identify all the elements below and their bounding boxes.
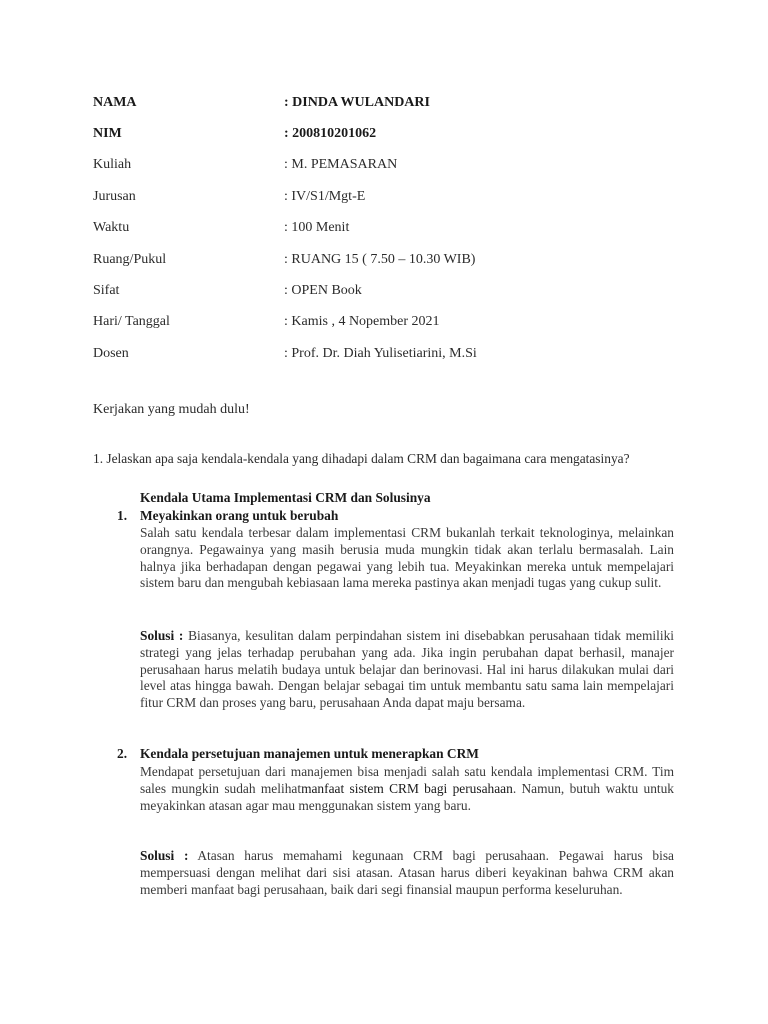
item-body: Salah satu kendala terbesar dalam implementasi CRM bukanlah terkait teknologinya, melainkan orangnya. Pegawainya yang masih berusia muda mungkin tidak akan terlalu bermasalah. Lain halnya jika berhadapan dengan pegawai yang lebih tua. Meyakinkan mereka untuk mempelajari sistem baru dan mengubah kebiasaan lama mereka pastinya akan menjadi tugas yang cukup sulit. [140,525,674,591]
solution-text: Biasanya, kesulitan dalam perpindahan sistem ini disebabkan perusahaan tidak memiliki strategi yang jelas terhadap perubahan yang ada. Jika ingin perubahan dapat berhasil, manajer perusahaan harus melatih budaya untuk belajar dan berinovasi. Hal ini harus dilakukan mulai dari level atas hingga bawah. Dengan belajar sebagai tim untuk membantu satu sama lain mempelajari fitur CRM dan proses yang baru, perusahaan Anda dapat maju bersama. [140,628,674,711]
info-label: Dosen [93,346,129,361]
info-label: Sifat [93,283,120,298]
info-label: Hari/ Tanggal [93,314,170,329]
item-number: 1. [117,508,128,523]
info-value: : OPEN Book [284,283,362,298]
item-number: 2. [117,746,128,761]
question-text: 1. Jelaskan apa saja kendala-kendala yang dihadapi dalam CRM dan bagaimana cara mengatasinya? [93,451,630,466]
solution-label: Solusi : [140,628,184,643]
item-solution [140,848,674,898]
info-label: NIM [93,126,122,141]
info-label: Waktu [93,220,130,235]
item-heading: Meyakinkan orang untuk berubah [140,508,339,523]
info-value: : DINDA WULANDARI [284,95,430,110]
info-value: : Kamis , 4 Nopember 2021 [284,314,440,329]
item-solution [140,628,674,712]
info-value: : 200810201062 [284,126,377,141]
item-body [140,764,674,814]
section-title-text: Kendala Utama Implementasi CRM dan Solusinya [140,490,431,505]
info-value: : RUANG 15 ( 7.50 – 10.30 WIB) [284,252,476,267]
info-label: Ruang/Pukul [93,252,167,267]
info-value: : IV/S1/Mgt-E [284,189,366,204]
body-text: . Namun, butuh waktu untuk meyakinkan atasan agar mau menggunakan sistem yang baru. [140,780,675,813]
solution-label: Solusi : [140,848,189,863]
info-value: : M. PEMASARAN [284,157,398,172]
instruction-note: Kerjakan yang mudah dulu! [93,402,250,417]
body-text: Mendapat persetujuan dari manajemen bisa menjadi salah satu kendala implementasi CRM. Tim sales mungkin sudah melihat [140,764,674,796]
info-label: Kuliah [93,157,132,172]
info-label: NAMA [93,95,137,110]
item-heading: Kendala persetujuan manajemen untuk menerapkan CRM [140,746,479,761]
info-value: : Prof. Dr. Diah Yulisetiarini, M.Si [284,346,477,361]
section-title [140,490,674,507]
solution-text: Atasan harus memahami kegunaan CRM bagi perusahaan. Pegawai harus bisa mempersuasi dengan melihat dari sisi atasan. Atasan harus diberi keyakinan bahwa CRM akan memberi manfaat bagi perusahaan, baik dari segi finansial maupun performa keseluruhan. [140,848,674,897]
info-label: Jurusan [93,189,136,204]
body-link-text: manfaat sistem CRM bagi perusahaan [301,780,513,796]
info-value: : 100 Menit [284,220,350,235]
